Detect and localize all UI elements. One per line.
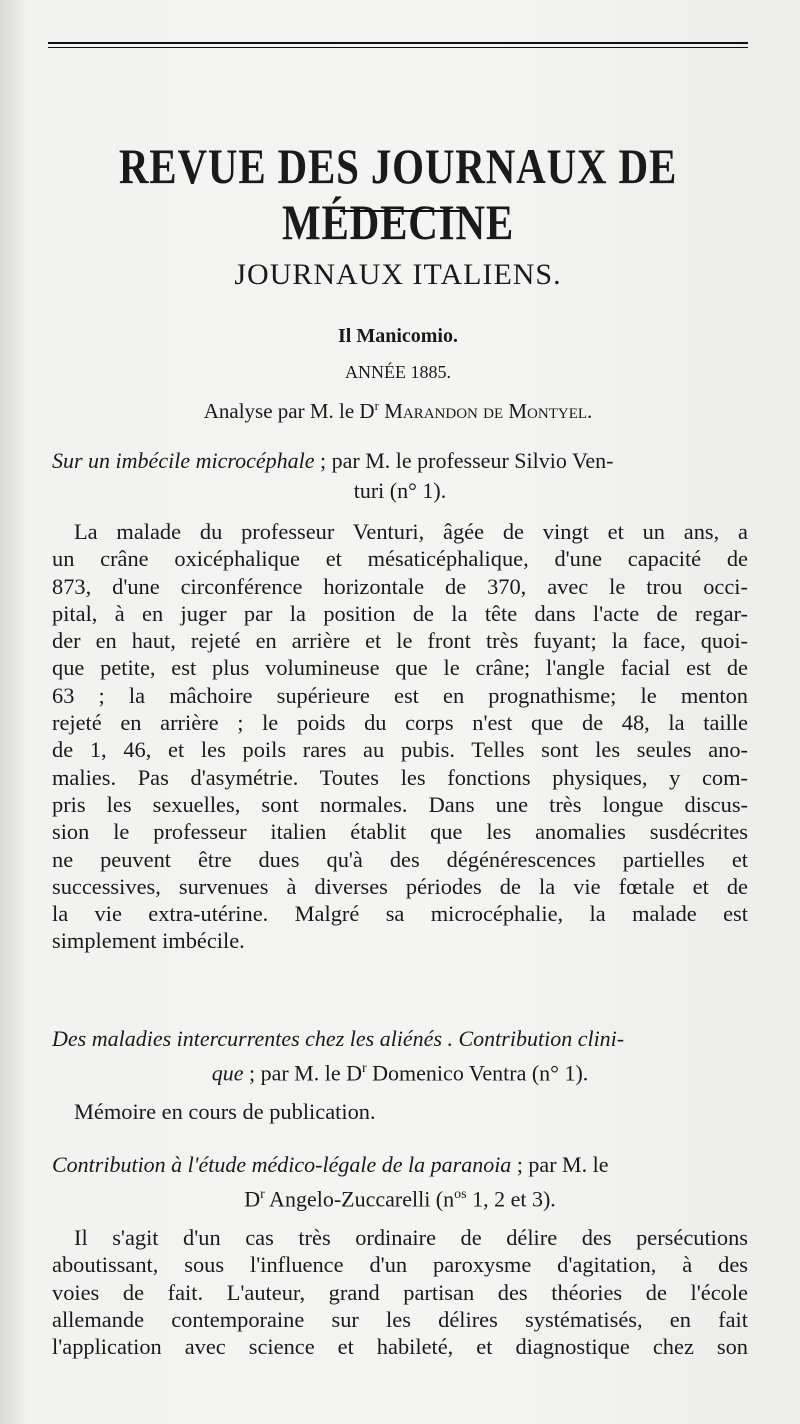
- entry-2-title-line2-rest: Domenico Ventra (n° 1).: [366, 1060, 589, 1086]
- paragraph-line: rejeté en arrière ; le poids du corps n'est que de 48, la taille: [52, 710, 748, 736]
- masthead-rule: [340, 210, 460, 212]
- entry-2-paragraph: [52, 1098, 748, 1125]
- journal-name: Il Manicomio.: [338, 325, 458, 347]
- entry-2-title-line2-sup: r: [362, 1061, 367, 1076]
- entry-2-title-italic: Des maladies intercurrentes chez les aliénés . Contribution clini-: [52, 1026, 625, 1051]
- entry-3-title: [52, 1150, 748, 1214]
- entry-2-title: [52, 1024, 748, 1088]
- paragraph-line: La malade du professeur Venturi, âgée de vingt et un ans, a: [74, 519, 748, 544]
- entry-3-title-line2-sup: r: [260, 1187, 265, 1202]
- paragraph-line: 63 ; la mâchoire supérieure est en prognathisme; le menton: [52, 682, 748, 708]
- paragraph-line: l'application avec science et habileté, et diagnostique chez son: [52, 1334, 748, 1360]
- paragraph-line: ne peuvent être dues qu'à des dégénérescences partielles et: [52, 846, 748, 872]
- entry-1-title-italic: Sur un imbécile microcéphale: [52, 448, 315, 473]
- entry-2-title-line2: [52, 1054, 748, 1088]
- entry-3-title-line2-end: 1, 2 et 3).: [466, 1186, 556, 1212]
- paragraph-line: simplement imbécile.: [52, 928, 245, 954]
- entry-3-title-line2-prefix: D: [244, 1186, 261, 1212]
- masthead: REVUE DES JOURNAUX DE MÉDECINE: [118, 138, 678, 250]
- entry-1-title-line2: turi (n° 1).: [353, 478, 447, 503]
- paragraph-line: la vie extra-utérine. Malgré sa microcéphalie, la malade est: [52, 901, 748, 927]
- section-title: JOURNAUX ITALIENS.: [234, 258, 562, 291]
- paragraph-line: Mémoire en cours de publication.: [74, 1099, 376, 1124]
- entry-3-title-line2: [52, 1180, 748, 1214]
- paragraph-line: un crâne oxicéphalique et mésaticéphalique, d'une capacité de: [52, 546, 748, 572]
- entry-2-title-line2-italic: que: [211, 1060, 244, 1086]
- paragraph-line: Il s'agit d'un cas très ordinaire de délire des persécutions: [74, 1225, 748, 1250]
- paragraph-line: 873, d'une circonférence horizontale de 370, avec le trou occi-: [52, 573, 748, 599]
- paragraph-line: successives, survenues à diverses périodes de la vie fœtale et de: [52, 873, 748, 899]
- paragraph-line: sion le professeur italien établit que les anomalies susdécrites: [52, 819, 748, 845]
- top-rule: [48, 42, 748, 44]
- analyst-prefix: Analyse par M. le D: [203, 399, 375, 423]
- paragraph-line: der en haut, rejeté en arrière et le front très fuyant; la face, quoi-: [52, 628, 748, 654]
- journal-year: ANNÉE 1885.: [345, 362, 451, 382]
- top-rule-thin: [48, 47, 748, 48]
- paragraph-line: voies de fait. L'auteur, grand partisan des théories de l'école: [52, 1279, 748, 1305]
- entry-1-paragraph: [52, 518, 748, 955]
- entry-3-title-line2-sup2: os: [454, 1187, 467, 1202]
- entry-3-title-line2-rest: Angelo-Zuccarelli (n: [264, 1186, 455, 1212]
- paragraph-line: que petite, est plus volumineuse que le crâne; l'angle facial est de: [52, 655, 748, 681]
- entry-2-title-line2-prefix: ; par M. le D: [243, 1060, 362, 1086]
- entry-3-paragraph: [52, 1224, 748, 1360]
- analyst-sup: r: [374, 398, 379, 413]
- entry-1-title: [52, 446, 748, 506]
- entry-3-title-rest: ; par M. le: [511, 1152, 609, 1177]
- paragraph-line: aboutissant, sous l'influence d'un paroxysme d'agitation, à des: [52, 1252, 748, 1278]
- entry-3-title-italic: Contribution à l'étude médico-légale de la paranoia: [52, 1152, 512, 1177]
- analyst-line: [48, 398, 748, 424]
- paragraph-line: malies. Pas d'asymétrie. Toutes les fonctions physiques, y com-: [52, 764, 748, 790]
- paragraph-line: pris les sexuelles, sont normales. Dans une très longue discus-: [52, 791, 748, 817]
- analyst-name: Marandon de Montyel.: [378, 399, 593, 423]
- paragraph-line: pital, à en juger par la position de la tête dans l'acte de regar-: [52, 600, 748, 626]
- paragraph-line: de 1, 46, et les poils rares au pubis. Telles sont les seules ano-: [52, 737, 748, 763]
- entry-1-title-rest: ; par M. le professeur Silvio Ven-: [314, 448, 614, 473]
- paragraph-line: allemande contemporaine sur les délires systématisés, en fait: [52, 1306, 748, 1332]
